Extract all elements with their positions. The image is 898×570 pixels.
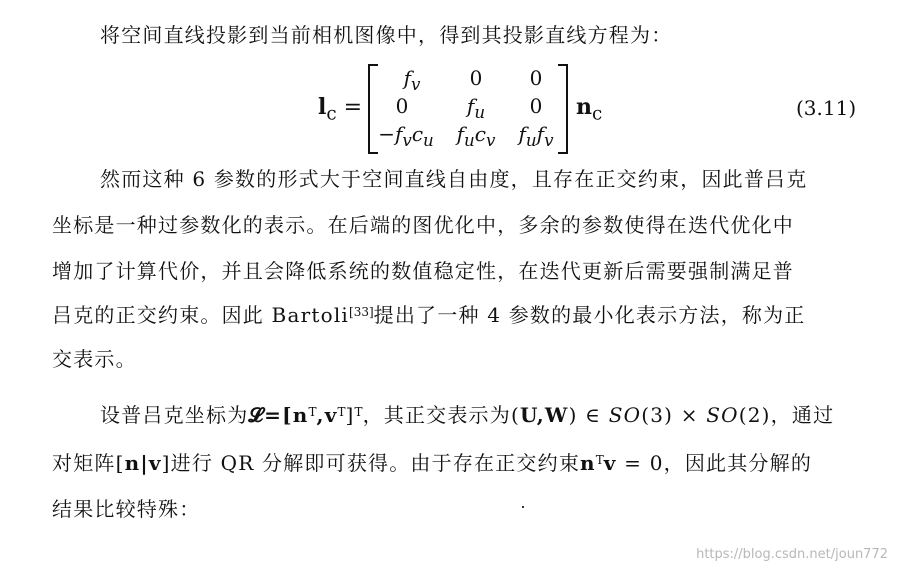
v-symbol: v	[603, 451, 617, 475]
so2-symbol: SO	[706, 403, 739, 427]
sup-t3: T	[354, 405, 363, 419]
matrix-cell-2-1: $f_uc_v$	[456, 122, 496, 150]
n-symbol: n	[580, 451, 596, 475]
para3-l2-text-b: ]进行 QR 分解即可获得。由于存在正交约束	[161, 451, 581, 475]
matrix-cell-0-2: 0	[529, 66, 543, 90]
para3-text-e: (2)，通过	[738, 403, 835, 427]
citation-33[interactable]: [33]	[349, 305, 374, 319]
para2-line3: 增加了计算代价，并且会降低系统的数值稳定性，在迭代更新后需要强制满足普	[52, 259, 794, 283]
para3-line1	[100, 402, 834, 428]
nv-symbol: n|v	[124, 451, 162, 475]
para2-line1: 然而这种 6 参数的形式大于空间直线自由度，且存在正交约束，因此普吕克	[100, 167, 808, 191]
para2-line4	[52, 302, 806, 328]
para3-line2	[52, 450, 812, 476]
para3-text-c: ) ∈	[568, 403, 609, 427]
matrix-cell-2-2: $f_uf_v$	[518, 122, 554, 150]
stray-dot	[522, 506, 524, 508]
matrix-cell-1-0: 0	[395, 94, 409, 118]
para2-line4-text-a: 吕克的正交约束。因此 Bartoli	[52, 303, 350, 327]
matrix-cell-1-2: 0	[529, 94, 543, 118]
para2-line4-text-b: 提出了一种 4 参数的最小化表示方法，称为正	[373, 303, 806, 327]
para3-text-d: (3) ×	[641, 403, 707, 427]
equals-sign: =	[336, 95, 363, 120]
watermark: https://blog.csdn.net/joun772	[696, 547, 888, 562]
para3-text-a: 设普吕克坐标为	[100, 403, 249, 427]
para2-line5: 交表示。	[52, 347, 137, 371]
para3-l2-text-a: 对矩阵[	[52, 451, 125, 475]
matrix-cell-0-1: 0	[469, 66, 483, 90]
plucker-v: ,v	[316, 403, 338, 427]
sup-t4: T	[595, 453, 604, 467]
equation-number: (3.11)	[796, 96, 857, 120]
para2-line2: 坐标是一种过参数化的表示。在后端的图优化中，多余的参数使得在迭代优化中	[52, 213, 794, 237]
para3-l2-text-c: = 0，因此其分解的	[616, 451, 813, 475]
intro-line: 将空间直线投影到当前相机图像中，得到其投影直线方程为：	[100, 23, 673, 47]
matrix-cell-0-0: $f_v$	[403, 66, 421, 94]
para3-text-b: ，其正交表示为(	[362, 403, 520, 427]
plucker-symbol: 𝓛=[n	[248, 403, 309, 427]
matrix-cell-2-0: $-f_vc_u$	[378, 122, 434, 150]
para3-line3: 结果比较特殊：	[52, 497, 201, 521]
sup-t2: T	[337, 405, 346, 419]
lhs-symbol: l	[318, 94, 327, 120]
uw-symbol: U,W	[519, 403, 569, 427]
so3-symbol: SO	[608, 403, 642, 427]
rhs-subscript: c	[592, 103, 603, 125]
plucker-close: ]	[345, 403, 355, 427]
equation-lhs	[318, 94, 362, 124]
rhs-symbol: n	[576, 94, 592, 120]
sup-t1: T	[308, 405, 317, 419]
matrix-cell-1-1: $f_u$	[466, 94, 486, 122]
lhs-subscript: c	[326, 103, 337, 125]
equation-rhs	[576, 94, 602, 124]
